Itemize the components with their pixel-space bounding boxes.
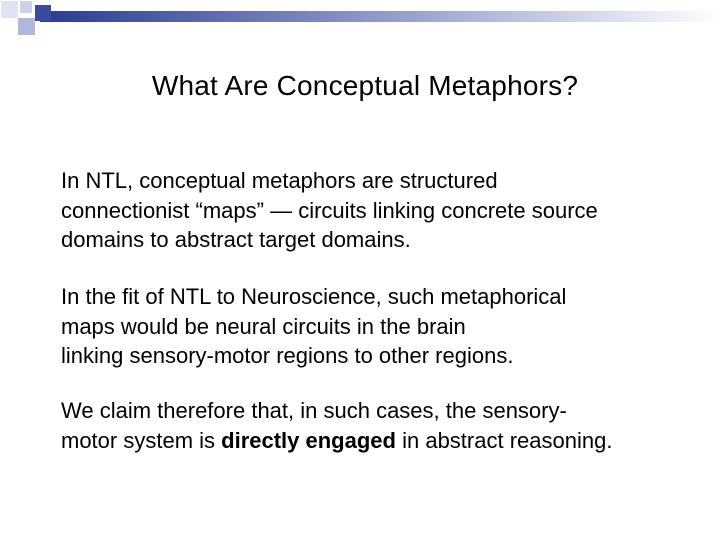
- paragraph-2-line-2: maps would be neural circuits in the brain: [61, 313, 466, 339]
- header-gradient-bar: [40, 11, 720, 22]
- deco-square-dark: [35, 5, 51, 21]
- deco-square-light: [1, 1, 18, 18]
- emphasis-directly-engaged: directly engaged: [221, 427, 396, 453]
- deco-square-small: [20, 1, 32, 13]
- paragraph-3-line-2-end: in abstract reasoning.: [395, 427, 613, 453]
- deco-square-medium: [18, 18, 35, 35]
- paragraph-ntl-definition: [61, 166, 701, 255]
- header-decoration: [0, 0, 720, 50]
- paragraph-3-line-2: [61, 426, 701, 456]
- paragraph-2-line-3: linking sensory-motor regions to other regions.: [61, 343, 514, 368]
- paragraph-1-line-1: In NTL, conceptual metaphors are structured: [61, 168, 498, 193]
- paragraph-3-line-2-start: motor system is: [61, 427, 222, 453]
- paragraph-1-line-3: domains to abstract target domains.: [61, 227, 411, 252]
- paragraph-1-line-2: connectionist “maps” — circuits linking concrete source: [61, 197, 598, 223]
- paragraph-claim: [61, 396, 701, 455]
- paragraph-neuroscience-fit: [61, 282, 701, 371]
- paragraph-3-line-1: We claim therefore that, in such cases, the sensory-: [61, 398, 567, 423]
- paragraph-2-line-1: In the fit of NTL to Neuroscience, such metaphorical: [61, 284, 567, 309]
- slide-title: What Are Conceptual Metaphors?: [151, 70, 579, 101]
